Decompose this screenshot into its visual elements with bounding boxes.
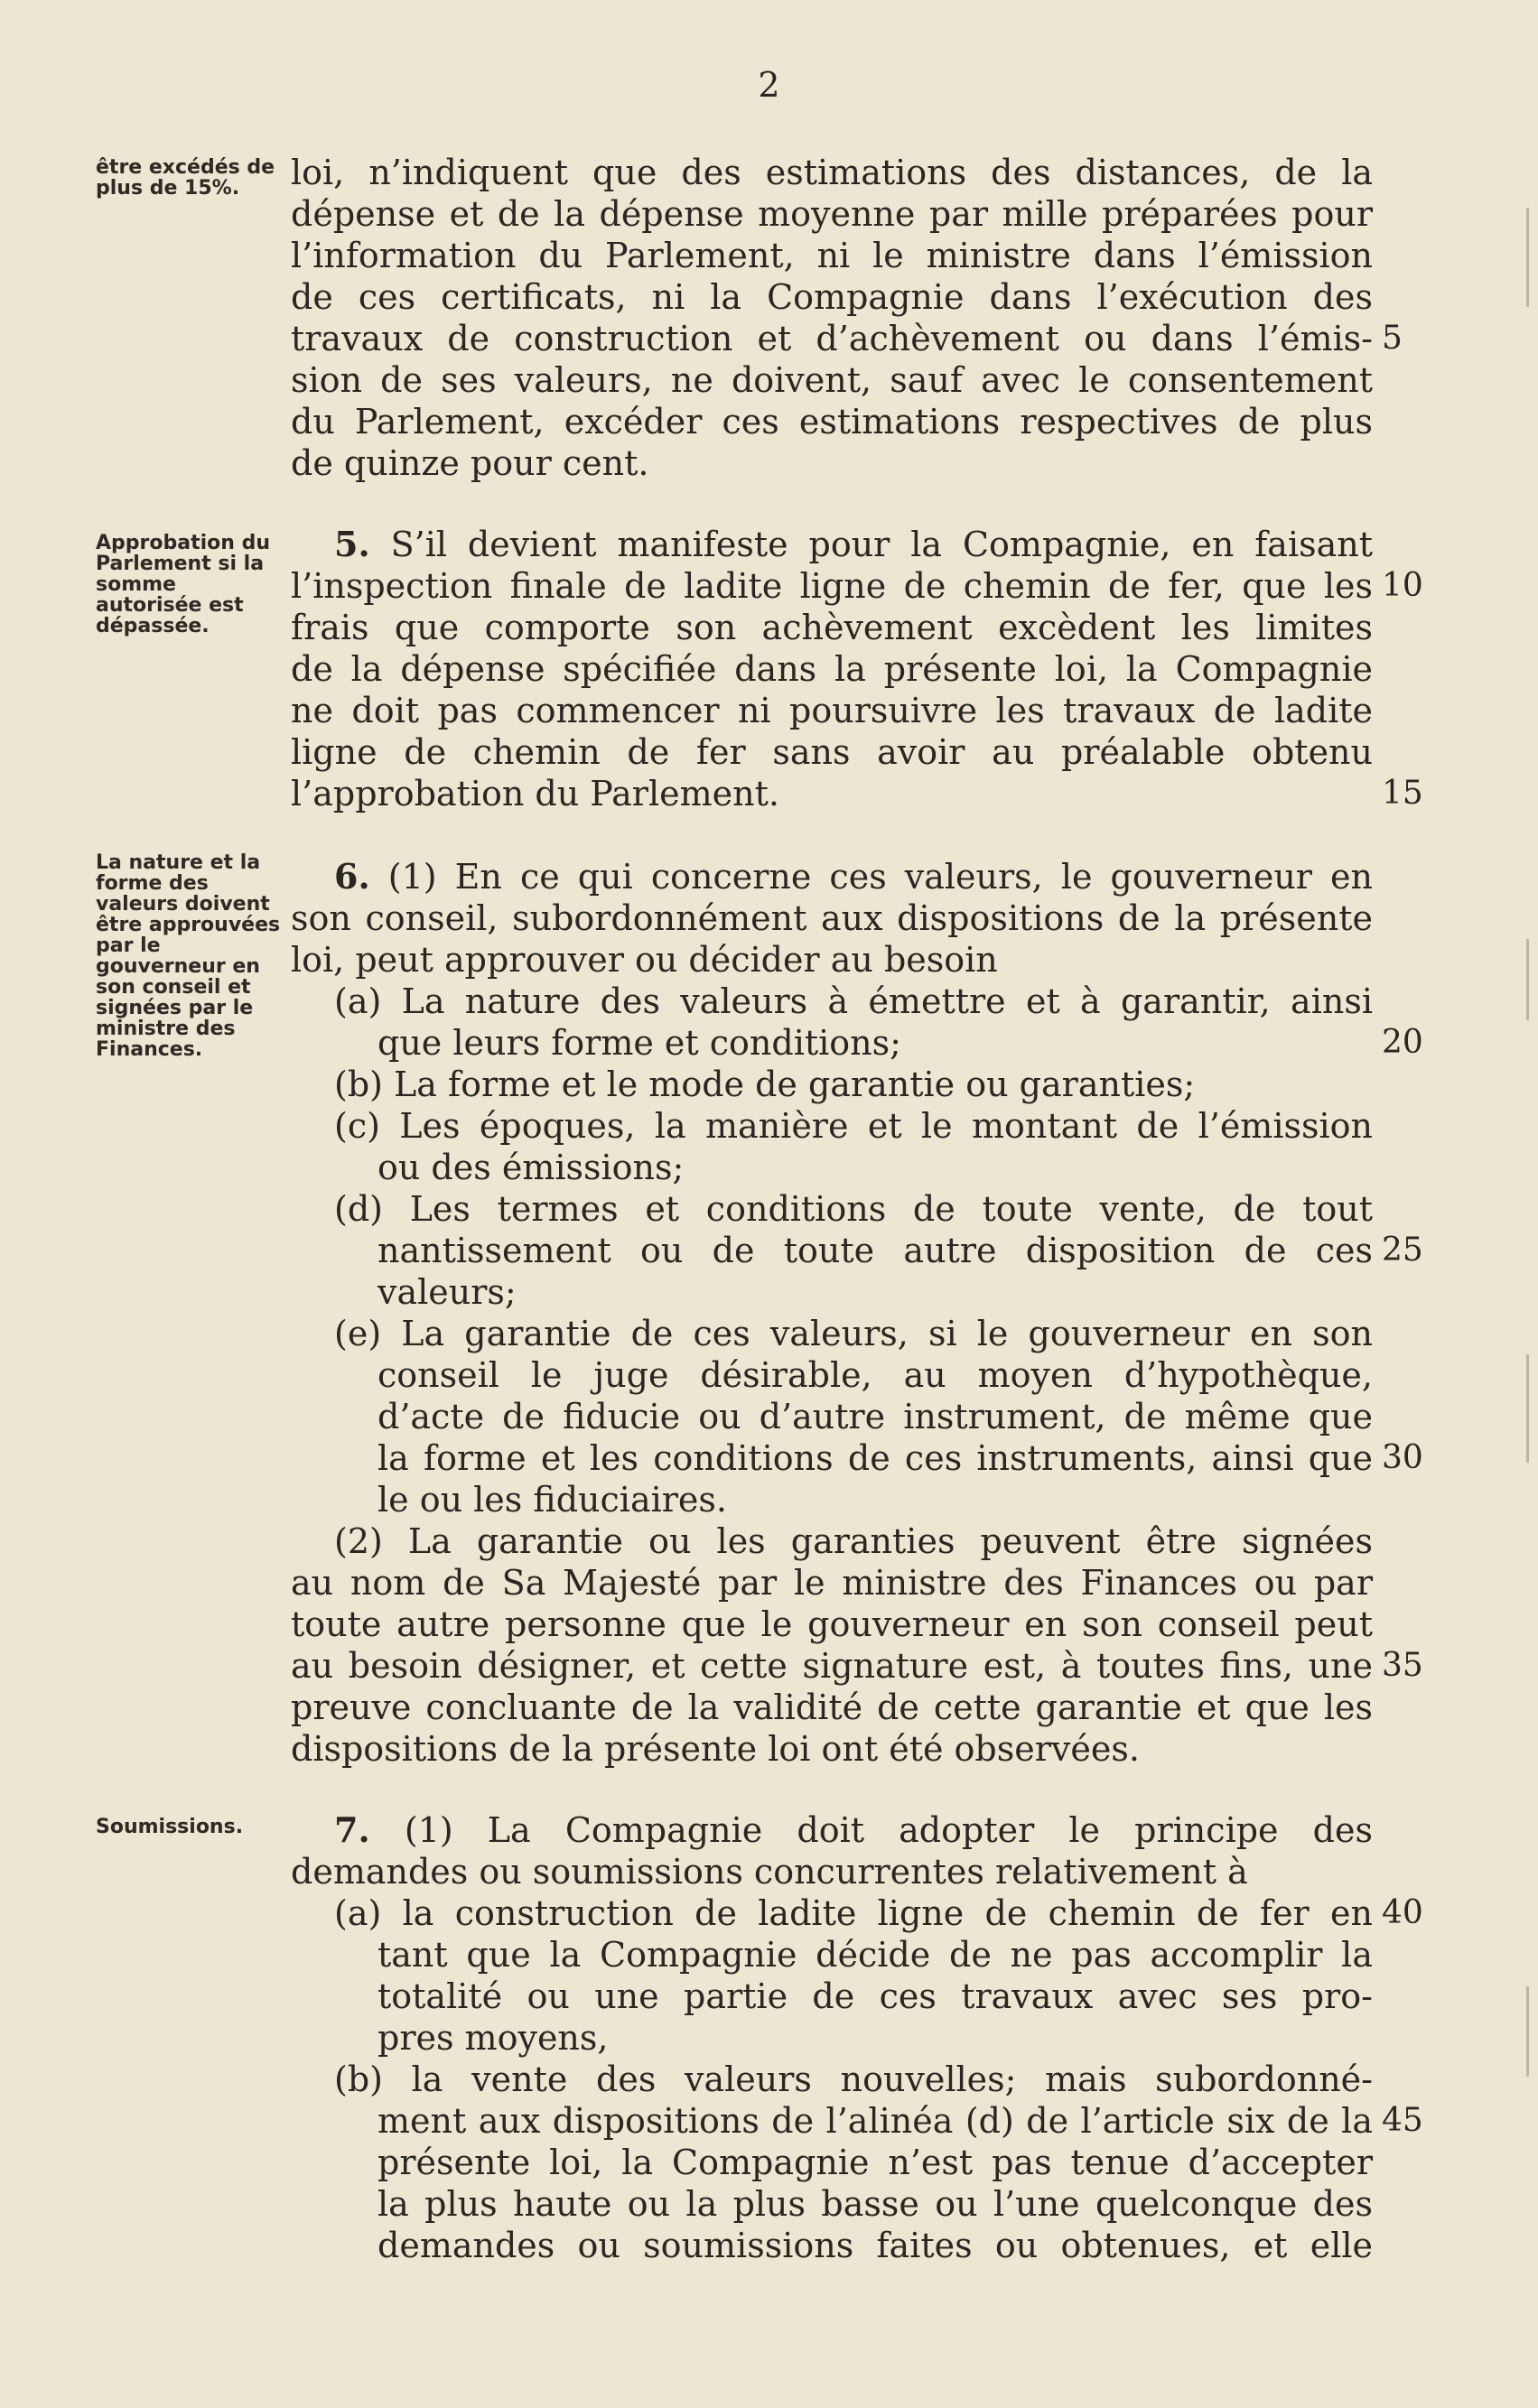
text-line: l’information du Parlement, ni le ministre dans l’émission <box>291 236 1373 275</box>
text-line: la forme et les conditions de ces instruments, ainsi que <box>378 1438 1373 1478</box>
text-line: frais que comporte son achèvement excèdent les limites <box>291 608 1373 647</box>
page-number: 2 <box>758 65 780 105</box>
line-number: 30 <box>1382 1439 1423 1476</box>
text-line: de quinze pour cent. <box>291 443 649 483</box>
section-5 <box>291 524 1373 814</box>
margin-note-tenders: Soumissions. <box>96 1816 244 1838</box>
text-line: au nom de Sa Majesté par le ministre des Finances ou par <box>291 1563 1373 1603</box>
margin-note-percentage-limit: être excédés de plus de 15%. <box>96 156 275 200</box>
text-line: dépense et de la dépense moyenne par mille préparées pour <box>291 194 1373 234</box>
text-line: présente loi, la Compagnie n’est pas tenue d’accepter <box>378 2143 1373 2182</box>
line-number: 35 <box>1382 1647 1423 1684</box>
text-line: dispositions de la présente loi ont été observées. <box>291 1729 1140 1769</box>
line-number: 15 <box>1382 775 1423 812</box>
text-line: d’acte de fiducie ou d’autre instrument, de même que <box>378 1397 1373 1436</box>
text-line: 5. S’il devient manifeste pour la Compagnie, en faisant <box>334 524 1373 564</box>
text-line: preuve concluante de la validité de cette garantie et que les <box>291 1687 1373 1727</box>
text-line: ne doit pas commencer ni poursuivre les travaux de ladite <box>291 691 1373 730</box>
edge-mark <box>1526 1354 1529 1463</box>
text-line: du Parlement, excéder ces estimations respectives de plus <box>291 402 1373 442</box>
text-line: travaux de construction et d’achèvement ou dans l’émis- <box>291 319 1373 358</box>
text-line: au besoin désigner, et cette signature est, à toutes fins, une <box>291 1646 1373 1686</box>
text-line: la plus haute ou la plus basse ou l’une quelconque des <box>378 2184 1373 2224</box>
text-line: nantissement ou de toute autre disposition de ces <box>378 1231 1373 1270</box>
text-line: totalité ou une partie de ces travaux avec ses pro- <box>378 1976 1373 2016</box>
text-line: de ces certificats, ni la Compagnie dans l’exécution des <box>291 277 1373 317</box>
paragraph-a: (a) La nature des valeurs à émettre et à garantir, ainsi <box>334 981 1373 1021</box>
edge-mark <box>1526 1986 1529 2077</box>
subsection-2: (2) La garantie ou les garanties peuvent être signées <box>334 1521 1373 1561</box>
text-line: le ou les fiduciaires. <box>378 1480 727 1520</box>
line-number: 25 <box>1382 1232 1423 1269</box>
text-line: 6. (1) En ce qui concerne ces valeurs, le gouverneur en <box>334 856 1373 897</box>
paragraph-e: (e) La garantie de ces valeurs, si le gouverneur en son <box>334 1314 1373 1353</box>
text-line: toute autre personne que le gouverneur en son conseil peut <box>291 1604 1373 1644</box>
section-continuation <box>291 152 1373 484</box>
text-line: l’inspection finale de ladite ligne de chemin de fer, que les <box>291 566 1373 606</box>
text-line: demandes ou soumissions faites ou obtenues, et elle <box>378 2226 1373 2265</box>
text-line: son conseil, subordonnément aux dispositions de la présente <box>291 898 1373 938</box>
paragraph-c: (c) Les époques, la manière et le montant de l’émission <box>334 1106 1373 1146</box>
edge-mark <box>1526 208 1529 307</box>
text-line: loi, peut approuver ou décider au besoin <box>291 940 998 980</box>
paragraph-d: (d) Les termes et conditions de toute vente, de tout <box>334 1189 1373 1229</box>
paragraph-b: (b) La forme et le mode de garantie ou garanties; <box>334 1065 1196 1104</box>
text-line: demandes ou soumissions concurrentes relativement à <box>291 1852 1248 1892</box>
text-line: conseil le juge désirable, au moyen d’hypothèque, <box>378 1355 1373 1395</box>
section-6 <box>291 856 1373 1770</box>
edge-mark <box>1526 939 1529 1020</box>
section-7 <box>291 1809 1373 2266</box>
text-line: pres moyens, <box>378 2018 609 2058</box>
section-number: 6. <box>334 856 370 897</box>
section-number: 5. <box>334 524 370 564</box>
margin-note-securities-form: La nature et la forme des valeurs doivent être approuvées par le gouverneur en son conseil et signées par le ministre des Finances. <box>96 851 281 1061</box>
text-line: que leurs forme et conditions; <box>378 1023 901 1063</box>
text-line: valeurs; <box>378 1272 517 1312</box>
line-number: 20 <box>1382 1024 1423 1061</box>
text-line: ment aux dispositions de l’alinéa (d) de l’article six de la <box>378 2101 1373 2141</box>
text-line: l’approbation du Parlement. <box>291 774 779 814</box>
line-number: 40 <box>1382 1894 1423 1931</box>
line-number: 10 <box>1382 567 1423 604</box>
text-line: ou des émissions; <box>378 1148 685 1187</box>
line-number: 5 <box>1382 320 1403 357</box>
line-number: 45 <box>1382 2102 1423 2139</box>
text-line: de la dépense spécifiée dans la présente loi, la Compagnie <box>291 649 1373 689</box>
text-line: ligne de chemin de fer sans avoir au préalable obtenu <box>291 732 1373 772</box>
margin-note-parliament-approval: Approbation du Parlement si la somme autorisée est dépassée. <box>96 532 270 637</box>
text-line: 7. (1) La Compagnie doit adopter le principe des <box>334 1809 1373 1850</box>
text-line: tant que la Compagnie décide de ne pas accomplir la <box>378 1935 1373 1975</box>
text-line: loi, n’indiquent que des estimations des distances, de la <box>291 153 1373 192</box>
paragraph-a: (a) la construction de ladite ligne de chemin de fer en <box>334 1893 1373 1933</box>
paragraph-b: (b) la vente des valeurs nouvelles; mais subordonné- <box>334 2059 1373 2099</box>
section-number: 7. <box>334 1809 370 1850</box>
text-line: sion de ses valeurs, ne doivent, sauf avec le consentement <box>291 360 1373 400</box>
